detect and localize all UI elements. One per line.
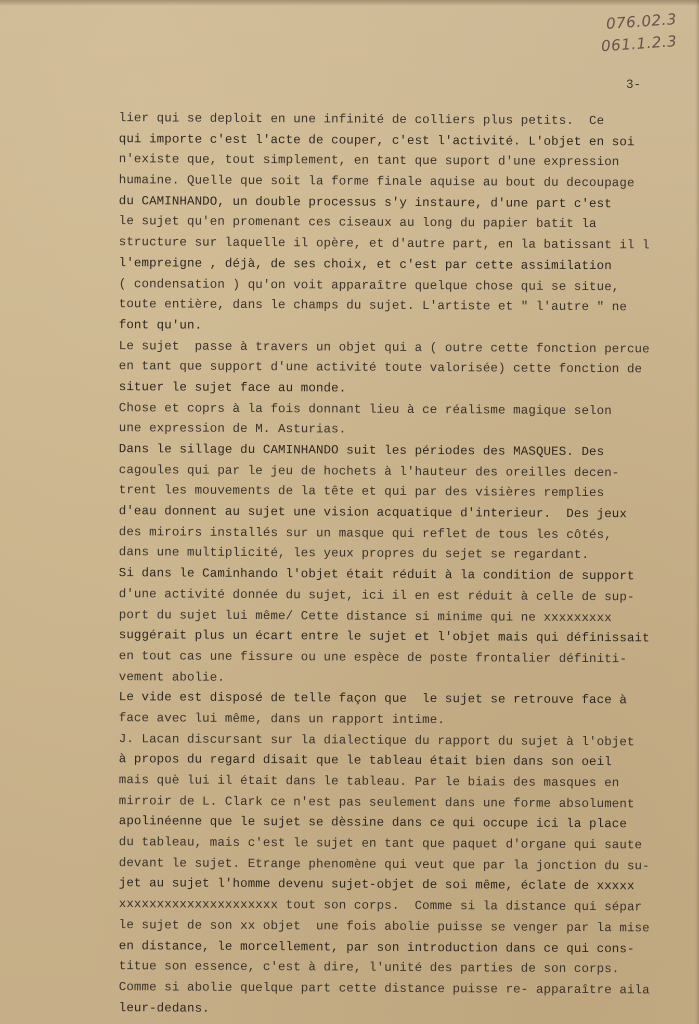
text-line: humaine. Quelle que soit la forme finale aquise au bout du decoupage — [95, 173, 635, 191]
text-line: xxxxxxxxxxxxxxxxxxxxx tout son corps. Comme si la distance qui sépar — [95, 897, 643, 915]
text-line: titue son essence, c'est à dire, l'unité des parties de son corps. — [95, 959, 620, 977]
text-line: face avec lui même, dans un rapport intime. — [95, 710, 445, 728]
text-line: Dans le sillage du CAMINHANDO suit les périodes des MASQUES. Des — [95, 442, 605, 460]
text-line: une expression de M. Asturias. — [95, 421, 347, 437]
text-line: devant le sujet. Etrange phenomène qui veut que par la jonction du su- — [95, 855, 650, 874]
text-line: trent les mouvements de la tête et qui par des visières remplies — [95, 483, 605, 501]
archive-reference-2: 061.1.2.3 — [600, 32, 678, 56]
text-line: toute entière, dans le champs du sujet. L'artiste et " l'autre " ne — [95, 297, 628, 315]
text-line: apolinéenne que le sujet se dèssine dans ce qui occupe ici la place — [95, 814, 628, 832]
text-line: du tableau, mais c'est le sujet en tant que paquet d'organe qui saute — [95, 835, 643, 853]
page-top-edge — [0, 0, 699, 6]
text-line: dans une multiplicité, les yeux propres du sejet se regardant. — [95, 545, 590, 563]
text-line: à propos du regard disait que le tableau était bien dans son oeil — [95, 752, 612, 770]
text-line: port du sujet lui même/ Cette distance si minime qui ne xxxxxxxxx — [95, 607, 612, 625]
text-line: des miroirs installés sur un masque qui reflet de tous les côtés, — [95, 524, 612, 542]
text-line: Le vide est disposé de telle façon que le sujet se retrouve face à — [95, 690, 628, 708]
text-line: jet au sujet l'homme devenu sujet-objet de soi même, éclate de xxxxx — [95, 876, 635, 894]
text-line: cagoules qui par le jeu de hochets à l'hauteur des oreilles decen- — [95, 462, 620, 480]
text-line: qui importe c'est l'acte de couper, c'est l'activité. L'objet en soi — [95, 131, 635, 149]
text-line: d'eau donnent au sujet une vision acquatique d'interieur. Des jeux — [95, 504, 628, 522]
text-line: Le sujet passe à travers un objet qui a ( outre cette fonction percue — [95, 338, 650, 356]
text-line: suggérait plus un écart entre le sujet et l'objet mais qui définissait — [95, 628, 650, 646]
text-line: leur-dedans. — [95, 1000, 210, 1016]
text-line: ( condensation ) qu'on voit apparaître quelque chose qui se situe, — [95, 276, 620, 294]
text-line: d'une activité donnée du sujet, ici il en est réduit à celle de sup- — [95, 586, 635, 605]
text-line: Chose et coprs à la fois donnant lieu à ce réalisme magique selon — [95, 400, 612, 418]
text-line: le sujet de son xx objet une fois abolie puisse se venger par la mise — [95, 917, 650, 936]
text-line: mirroir de L. Clark ce n'est pas seulement dans une forme absolument — [95, 793, 635, 811]
text-line: font qu'un. — [95, 317, 203, 333]
text-line: en tant que support d'une activité toute valorisée) cette fonction de — [95, 359, 643, 377]
text-line: le sujet qu'en promenant ces ciseaux au long du papier batit la — [95, 214, 597, 232]
typewritten-body — [96, 108, 696, 1018]
text-line: n'existe que, tout simplement, en tant que suport d'une expression — [95, 152, 620, 170]
text-line: mais què lui il était dans le tableau. Par le biais des masques en — [95, 773, 620, 791]
text-line: situer le sujet face au monde. — [95, 379, 347, 396]
text-line: l'empreigne , déjà, de ses choix, et c'est par cette assimilation — [95, 255, 612, 273]
text-line: Si dans le Caminhando l'objet était réduit à la condition de support — [95, 566, 635, 584]
text-line: en tout cas une fissure ou une espèce de poste frontalier définiti- — [95, 648, 628, 667]
text-line: structure sur laquelle il opère, et d'autre part, en la batissant il l — [95, 235, 650, 253]
text-line: du CAMINHANDO, un double processus s'y instaure, d'une part c'est — [95, 193, 612, 211]
text-line: lier qui se deploit en une infinité de colliers plus petits. Ce — [95, 111, 605, 129]
text-line: Comme si abolie quelque part cette distance puisse re- apparaître aila — [95, 979, 650, 998]
text-line: vement abolie. — [95, 669, 226, 685]
archive-reference-1: 076.02.3 — [605, 10, 678, 33]
text-line: J. Lacan discursant sur la dialectique du rapport du sujet à l'objet — [95, 731, 635, 749]
text-line: en distance, le morcellement, par son introduction dans ce qui cons- — [95, 938, 635, 956]
page-number: 3- — [626, 78, 642, 92]
